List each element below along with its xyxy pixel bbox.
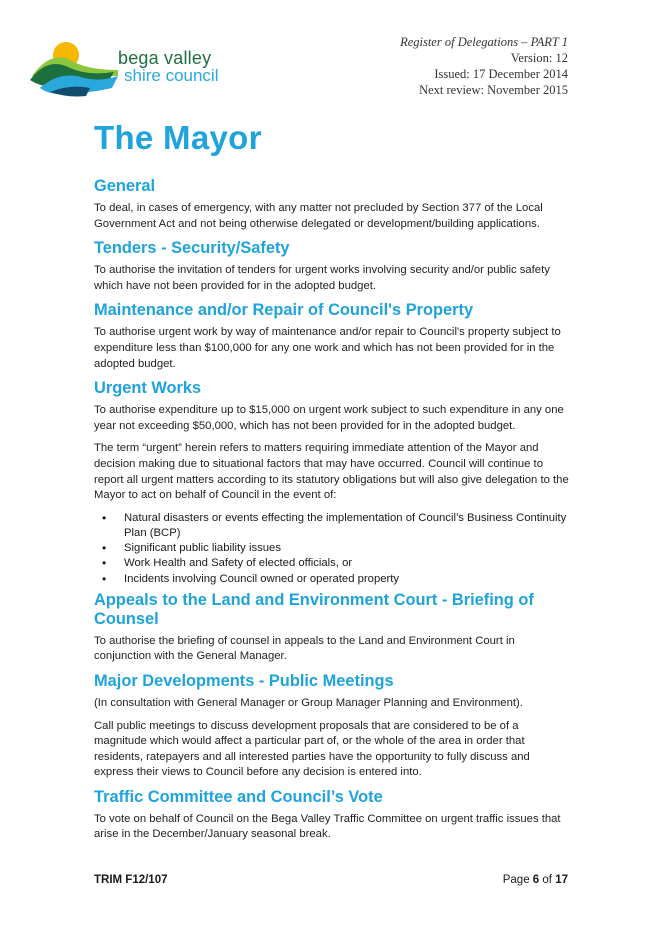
list-item: • Significant public liability issues	[122, 541, 572, 556]
section-maintenance	[94, 301, 572, 372]
section-appeals	[94, 591, 572, 665]
page-number	[503, 874, 568, 886]
section-tenders	[94, 239, 572, 294]
section-general	[94, 177, 572, 232]
version-text: Version: 12	[510, 51, 568, 65]
section-heading: General	[94, 177, 156, 195]
section-heading: Maintenance and/or Repair of Council's Property	[94, 301, 474, 320]
bega-valley-logo	[30, 40, 260, 100]
page-content	[94, 118, 572, 850]
list-item: • Work Health and Safety of elected officials, or	[122, 556, 572, 571]
section-paragraph: To authorise urgent work by way of maintenance and/or repair to Council's property subject to expenditure less than $100,000 for any one work and which has not been provided for in the adopted budget.	[94, 326, 561, 370]
section-paragraph: To authorise the briefing of counsel in appeals to the Land and Environment Court in conjunction with the General Manager.	[94, 634, 515, 663]
section-heading: Urgent Works	[94, 379, 202, 398]
section-paragraph: Call public meetings to discuss development proposals that are considered to be of a magnitude which would affect a particular part of, or the whole of the area in order that residents, ratepayers and all interested parties have the opportunity to fully discuss and express their views to Council before any decision is entered into.	[94, 719, 530, 779]
list-item: • Incidents involving Council owned or operated property	[122, 572, 572, 587]
section-paragraph: To authorise the invitation of tenders for urgent works involving security and/or public safety which have not been provided for in the adopted budget.	[94, 264, 550, 292]
section-major-developments	[94, 672, 572, 781]
page-word: Page	[502, 874, 530, 886]
trim-reference: TRIM F12/107	[94, 874, 168, 886]
section-heading: Traffic Committee and Council’s Vote	[94, 787, 383, 806]
section-paragraph: To vote on behalf of Council on the Bega Valley Traffic Committee on urgent traffic issues that arise in the December/January seasonal break.	[94, 812, 561, 841]
section-paragraph: The term “urgent” herein refers to matters requiring immediate attention of the Mayor and decision making due to situational factors that may have occurred. Council will continue to report all urgent matters according to its statutory obligations but will also give delegation to the Mayor to act on behalf of Council in the event of:	[94, 442, 569, 502]
register-title: Register of Delegations – PART 1	[400, 35, 568, 49]
page-title: The Mayor	[94, 119, 262, 156]
current-page: 6	[532, 874, 540, 886]
issued-date: Issued: 17 December 2014	[434, 67, 568, 81]
section-heading: Tenders - Security/Safety	[94, 239, 290, 258]
next-review-date: Next review: November 2015	[419, 83, 568, 97]
section-paragraph: To deal, in cases of emergency, with any matter not precluded by Section 377 of the Local Government Act and not being otherwise delegated or development/building applications.	[94, 202, 543, 230]
logo-text-line1: bega valley	[118, 48, 212, 68]
list-item: • Natural disasters or events effecting the implementation of Council’s Business Continuity Plan (BCP)	[122, 511, 572, 541]
of-word: of	[542, 874, 552, 886]
hills-sun-icon	[30, 40, 120, 100]
section-paragraph: (In consultation with General Manager or Group Manager Planning and Environment).	[94, 696, 523, 709]
section-traffic-committee	[94, 788, 572, 843]
section-paragraph: To authorise expenditure up to $15,000 on urgent work subject to such expenditure in any one year not exceeding $50,000, which has not been provided for in the adopted budget.	[94, 404, 564, 432]
section-heading: Major Developments - Public Meetings	[94, 671, 394, 690]
urgent-events-list	[94, 511, 572, 587]
section-urgent-works	[94, 379, 572, 587]
document-header-info	[400, 34, 568, 98]
section-heading: Appeals to the Land and Environment Court - Briefing of Counsel	[94, 590, 534, 628]
logo-text-line2: shire council	[124, 66, 219, 85]
total-pages: 17	[555, 874, 568, 886]
